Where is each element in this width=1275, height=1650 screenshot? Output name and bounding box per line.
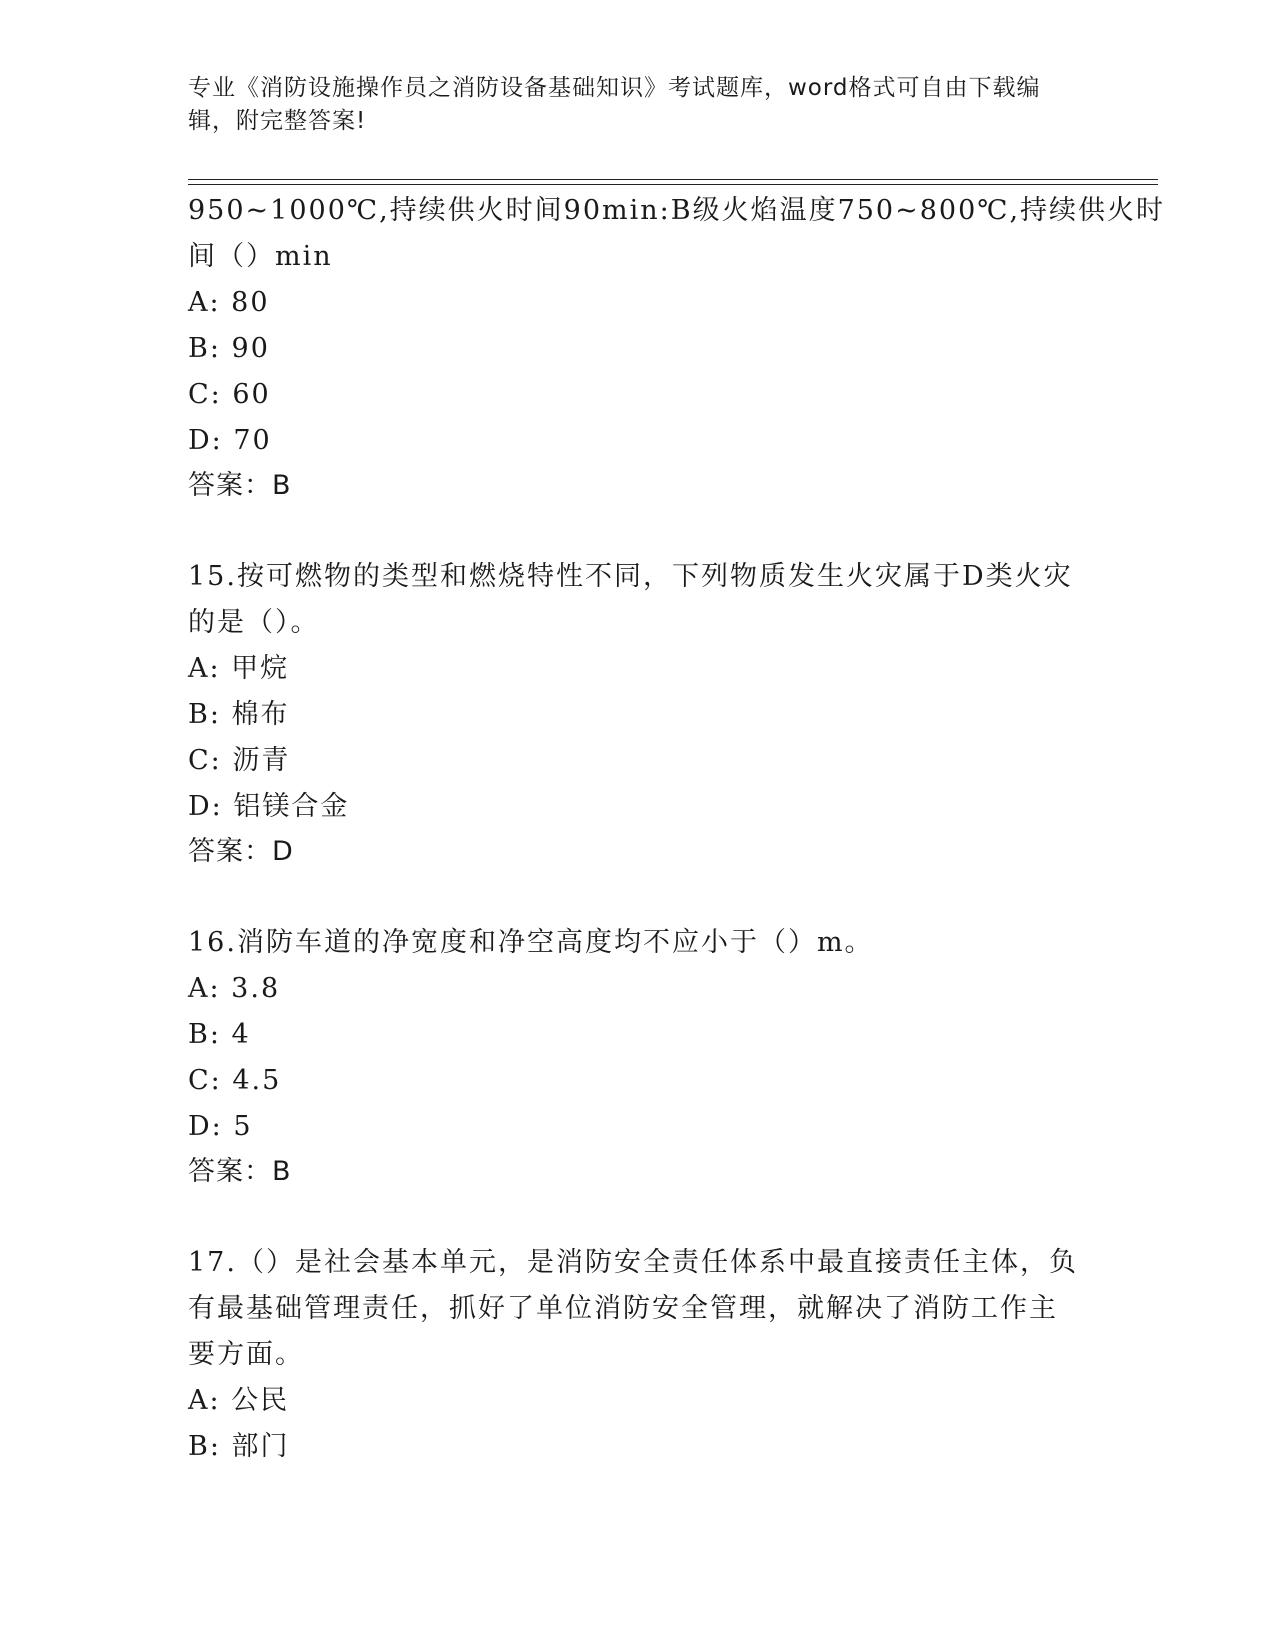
header-divider-top bbox=[188, 179, 1158, 180]
answer-line: 答案：B bbox=[188, 470, 292, 501]
question-stem-line: 间（）min bbox=[188, 241, 333, 272]
option-a: A: 公民 bbox=[188, 1385, 290, 1416]
question-16 bbox=[188, 920, 1088, 1194]
header-line-1: 专业《消防设施操作员之消防设备基础知识》考试题库，word格式可自由下载编 bbox=[188, 75, 1041, 101]
option-c: C: 4.5 bbox=[188, 1065, 282, 1096]
answer-line: 答案：D bbox=[188, 836, 294, 867]
question-stem-line: 16.消防车道的净宽度和净空高度均不应小于（）m。 bbox=[188, 927, 874, 958]
question-stem-line: 有最基础管理责任，抓好了单位消防安全管理，就解决了消防工作主 bbox=[188, 1293, 1058, 1324]
header-divider-bottom bbox=[188, 184, 1158, 185]
option-c: C: 沥青 bbox=[188, 745, 291, 776]
question-stem-line: 950~1000℃,持续供火时间90min:B级火焰温度750~800℃,持续供火时 bbox=[188, 195, 1166, 226]
option-b: B: 棉布 bbox=[188, 699, 290, 730]
question-list bbox=[188, 188, 1166, 1470]
option-c: C: 60 bbox=[188, 379, 271, 410]
answer-line: 答案：B bbox=[188, 1156, 292, 1187]
question-stem-line: 15.按可燃物的类型和燃烧特性不同，下列物质发生火灾属于D类火灾 bbox=[188, 561, 1073, 592]
question-17 bbox=[188, 1240, 1088, 1470]
option-d: D: 70 bbox=[188, 425, 272, 456]
spacer bbox=[188, 1194, 1088, 1240]
option-b: B: 4 bbox=[188, 1019, 251, 1050]
option-a: A: 甲烷 bbox=[188, 653, 290, 684]
option-d: D: 5 bbox=[188, 1111, 253, 1142]
spacer bbox=[188, 508, 1088, 554]
question-15 bbox=[188, 554, 1088, 874]
header-line-2: 辑，附完整答案! bbox=[188, 108, 367, 134]
question-stem-line: 的是（）。 bbox=[188, 607, 320, 638]
spacer bbox=[188, 874, 1088, 920]
option-a: A: 80 bbox=[188, 287, 270, 318]
option-b: B: 90 bbox=[188, 333, 270, 364]
question-stem-line: 17.（）是社会基本单元，是消防安全责任体系中最直接责任主体，负 bbox=[188, 1247, 1078, 1278]
option-b: B: 部门 bbox=[188, 1431, 290, 1462]
option-a: A: 3.8 bbox=[188, 973, 281, 1004]
option-d: D: 铝镁合金 bbox=[188, 791, 350, 822]
question-stem-line: 要方面。 bbox=[188, 1339, 304, 1370]
page-header bbox=[188, 72, 1088, 138]
question-14 bbox=[188, 188, 1166, 508]
